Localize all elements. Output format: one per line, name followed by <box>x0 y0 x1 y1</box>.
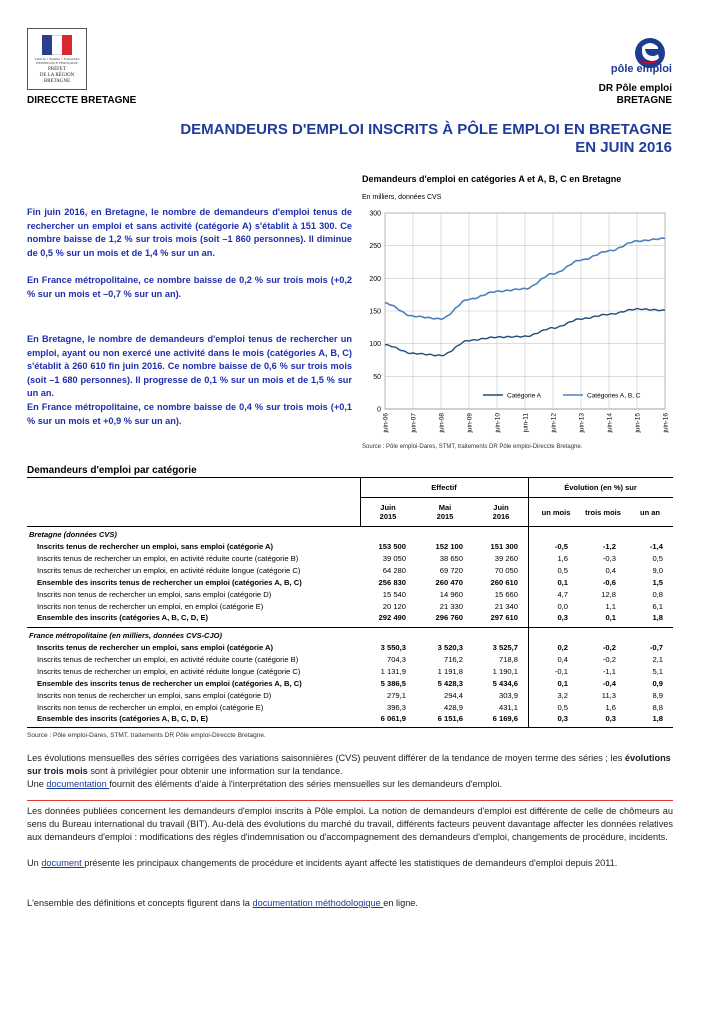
page-title: DEMANDEURS D'EMPLOI INSCRITS À PÔLE EMPLOI EN BRETAGNE <box>180 121 672 138</box>
evolution-cell: 8,9 <box>652 690 663 700</box>
x-tick-label: juin-16 <box>662 413 670 433</box>
dr-pole-emploi-label: DR Pôle emploi <box>598 83 672 94</box>
effectif-cell: 21 340 <box>494 601 518 611</box>
effectif-cell: 15 660 <box>494 589 518 599</box>
effectif-cell: 151 300 <box>490 542 518 551</box>
evolution-cell: 0,4 <box>605 565 616 575</box>
effectif-cell: 297 610 <box>490 613 518 623</box>
evolution-header: Évolution (en %) sur <box>564 483 637 492</box>
table-row <box>0 655 725 667</box>
table-title: Demandeurs d'emploi par catégorie <box>27 465 197 476</box>
effectif-cell: 303,9 <box>498 690 518 700</box>
evolution-cell: 0,1 <box>557 678 568 688</box>
evolution-cell: -0,2 <box>602 654 616 664</box>
prefet-logo <box>27 28 87 90</box>
y-tick-label: 300 <box>369 210 381 218</box>
effectif-cell: 5 428,3 <box>437 678 463 688</box>
french-flag-icon <box>42 35 72 55</box>
table-row <box>0 667 725 679</box>
y-tick-label: 100 <box>369 341 381 349</box>
row-label: Inscrits non tenus de rechercher un emploi, en emploi (catégorie E) <box>37 702 264 712</box>
evolution-cell: 0,8 <box>652 589 663 599</box>
methodology-link[interactable]: documentation méthodologique <box>252 898 384 908</box>
data-note: Les données publiées concernent les demandeurs d'emploi inscrits à Pôle emploi. La notion de demandeurs d'emploi est différente de celle de chômeurs au sens du Bureau international du travail (BIT). Au-delà des évolutions du marché du travail, différents facteurs peuvent davantage affecter les données relatives aux demandeurs d'emploi : modifications des règles d'indemnisation ou d'accompagnement des demandeurs d'emploi, changements de procédure, incidents. <box>27 806 673 842</box>
table-row <box>0 566 725 578</box>
evolution-cell: 8,8 <box>652 702 663 712</box>
header-bottom-rule <box>27 526 673 527</box>
dr-bretagne-label: BRETAGNE <box>616 95 672 106</box>
direccte-label: DIRECCTE BRETAGNE <box>27 95 137 106</box>
evolution-cell: 0,5 <box>557 702 568 712</box>
col-juin-2015: Juin 2015 <box>379 503 397 521</box>
effectif-cell: 21 330 <box>439 601 463 611</box>
effectif-cell: 15 540 <box>382 589 406 599</box>
evolution-cell: 1,5 <box>652 577 663 587</box>
effectif-cell: 153 500 <box>378 542 406 551</box>
evolution-cell: -1,2 <box>602 542 616 551</box>
evolution-cell: 0,0 <box>557 601 568 611</box>
effectif-cell: 20 120 <box>382 601 406 611</box>
red-divider <box>27 800 673 801</box>
row-label: Inscrits non tenus de rechercher un emploi, en emploi (catégorie E) <box>37 601 264 611</box>
effectif-cell: 704,3 <box>386 654 406 664</box>
row-label: Ensemble des inscrits tenus de rechercher un emploi (catégories A, B, C) <box>37 577 302 587</box>
effectif-cell: 1 191,8 <box>437 666 463 676</box>
effectif-cell: 5 386,5 <box>380 678 406 688</box>
chart-title: Demandeurs d'emploi en catégories A et A, B, C en Bretagne <box>362 174 622 184</box>
evolution-cell: 1,8 <box>652 613 663 623</box>
document-link[interactable]: document <box>41 858 85 868</box>
page-title-date: EN JUIN 2016 <box>575 139 672 156</box>
section-france: France métropolitaine (en milliers, données CVS-CJO) <box>29 631 222 640</box>
row-label: Ensemble des inscrits (catégories A, B, C, D, E) <box>37 714 209 724</box>
row-label: Inscrits tenus de rechercher un emploi, en activité réduite longue (catégorie C) <box>37 565 301 575</box>
section-bretagne: Bretagne (données CVS) <box>29 530 117 539</box>
row-label: Inscrits non tenus de rechercher un emploi, sans emploi (catégorie D) <box>37 589 272 599</box>
evolution-cell: 9,0 <box>652 565 663 575</box>
evolution-cell: 0,4 <box>557 654 568 664</box>
evolution-cell: -0,1 <box>554 666 568 676</box>
effectif-cell: 279,1 <box>386 690 406 700</box>
evolution-cell: 0,3 <box>605 714 616 724</box>
x-tick-label: juin-11 <box>522 413 530 433</box>
table-row <box>0 542 725 554</box>
y-tick-label: 50 <box>373 373 381 381</box>
effectif-cell: 396,3 <box>386 702 406 712</box>
effectif-cell: 260 470 <box>435 577 463 587</box>
y-tick-label: 250 <box>369 243 381 251</box>
evolution-cell: 0,2 <box>557 643 568 652</box>
x-tick-label: juin-06 <box>382 413 390 433</box>
col-separator <box>360 477 361 526</box>
pole-emploi-name: pôle emploi <box>610 63 672 75</box>
evolution-cell: 0,9 <box>652 678 663 688</box>
evolution-cell: 11,3 <box>601 690 616 700</box>
table-source: Source : Pôle emploi-Dares, STMT, traitements DR Pôle emploi-Direccte Bretagne. <box>27 732 266 739</box>
x-tick-label: juin-10 <box>494 413 502 433</box>
effectif-header: Effectif <box>431 483 457 492</box>
effectif-cell: 39 260 <box>494 553 518 563</box>
effectif-cell: 718,8 <box>498 654 518 664</box>
table-row <box>0 613 725 625</box>
republic-motto: Liberté • Égalité • Fraternité RÉPUBLIQUE FRANÇAISE <box>34 57 80 65</box>
table-row <box>0 602 725 614</box>
col-un-mois: un mois <box>541 508 571 517</box>
evolution-cell: 0,1 <box>557 577 568 587</box>
y-tick-label: 200 <box>369 275 381 283</box>
definitions-note: L'ensemble des définitions et concepts figurent dans la documentation méthodologique en ligne. <box>27 898 418 908</box>
evolution-cell: 0,3 <box>557 613 568 623</box>
effectif-cell: 64 280 <box>382 565 406 575</box>
effectif-cell: 69 720 <box>439 565 463 575</box>
cvs-note: Les évolutions mensuelles des séries corrigées des variations saisonnières (CVS) peuvent différer de la tendance de moyen terme des séries ; les évolutions sur trois mois sont à privilégier pour obtenir une information sur la tendance. Une documentation fournit des éléments d'aide à l'interprétation des séries mensuelles sur les demandeurs d'emploi. <box>27 753 671 789</box>
table-row <box>0 703 725 715</box>
effectif-cell: 39 050 <box>382 553 406 563</box>
row-label: Ensemble des inscrits tenus de rechercher un emploi (catégories A, B, C) <box>37 678 302 688</box>
table-row <box>0 714 725 726</box>
effectif-cell: 152 100 <box>435 542 463 551</box>
x-tick-label: juin-09 <box>466 413 474 433</box>
evolution-cell: 2,1 <box>652 654 663 664</box>
effectif-cell: 3 520,3 <box>437 643 463 652</box>
effectif-cell: 428,9 <box>443 702 463 712</box>
evolution-cell: 0,5 <box>652 553 663 563</box>
effectif-cell: 292 490 <box>378 613 406 623</box>
row-label: Inscrits tenus de rechercher un emploi, en activité réduite longue (catégorie C) <box>37 666 301 676</box>
evolution-cell: 1,8 <box>652 714 663 724</box>
table-row <box>0 679 725 691</box>
x-tick-label: juin-14 <box>606 413 614 433</box>
evolution-cell: 3,2 <box>557 690 568 700</box>
evolution-cell: -1,4 <box>649 542 663 551</box>
chart-source: Source : Pôle emploi-Dares, STMT, traitements DR Pôle emploi-Direccte Bretagne. <box>362 444 583 450</box>
col-un-an: un an <box>640 508 660 517</box>
table-bottom-rule <box>27 727 673 728</box>
table-row <box>0 554 725 566</box>
effectif-cell: 38 650 <box>439 553 463 563</box>
effectif-cell: 3 525,7 <box>492 643 518 652</box>
effectif-cell: 431,1 <box>498 702 518 712</box>
row-label: Ensemble des inscrits (catégories A, B, C, D, E) <box>37 613 209 623</box>
effectif-cell: 260 610 <box>490 577 518 587</box>
evolution-cell: 1,6 <box>605 702 616 712</box>
evolution-cell: 4,7 <box>557 589 568 599</box>
effectif-cell: 6 151,6 <box>437 714 463 724</box>
effectif-cell: 256 830 <box>378 577 406 587</box>
table-row <box>0 643 725 655</box>
y-tick-label: 150 <box>369 308 381 316</box>
evolution-cell: -0,2 <box>602 643 616 652</box>
effectif-cell: 70 050 <box>494 565 518 575</box>
table-top-rule <box>27 477 673 478</box>
effectif-cell: 296 760 <box>435 613 463 623</box>
intro-cat-abc-bretagne: En Bretagne, le nombre de demandeurs d'emploi tenus de rechercher un emploi, ayant ou non exercé une activité dans le mois (catégories A, B, C) s'établit à 260 610 fin juin 2016. Ce nombre baisse de 0,6 % sur trois mois (soit –1 680 personnes). Il progresse de 0,1 % sur un mois et de 1,5 % sur un an. <box>27 334 352 399</box>
effectif-cell: 6 061,9 <box>380 714 406 724</box>
section-rule <box>27 627 673 628</box>
intro-cat-a-france: En France métropolitaine, ce nombre baisse de 0,2 % sur trois mois (+0,2 % sur un mois et –0,7 % sur un an). <box>27 275 352 299</box>
evolution-cell: 5,1 <box>652 666 663 676</box>
chart-subtitle: En milliers, données CVS <box>362 194 442 201</box>
x-tick-label: juin-15 <box>634 413 642 433</box>
evolution-cell: 6,1 <box>652 601 663 611</box>
effectif-cell: 6 169,6 <box>492 714 518 724</box>
effectif-cell: 14 960 <box>439 589 463 599</box>
evolution-cell: 0,1 <box>605 613 616 623</box>
effectif-cell: 3 550,3 <box>380 643 406 652</box>
effectif-cell: 716,2 <box>443 654 463 664</box>
header-divider <box>360 497 673 498</box>
effectif-cell: 1 131,9 <box>380 666 406 676</box>
document-note: Un document présente les principaux changements de procédure et incidents ayant affecté les statistiques de demandeurs d'emploi depuis 2011. <box>27 858 618 868</box>
effectif-cell: 1 190,1 <box>492 666 518 676</box>
evolution-cell: -0,6 <box>602 577 616 587</box>
evolution-cell: 0,3 <box>557 714 568 724</box>
effectif-cell: 5 434,6 <box>492 678 518 688</box>
row-label: Inscrits non tenus de rechercher un emploi, sans emploi (catégorie D) <box>37 690 272 700</box>
effectif-cell: 294,4 <box>443 690 463 700</box>
x-tick-label: juin-07 <box>410 413 418 433</box>
col-trois-mois: trois mois <box>585 508 621 517</box>
legend-label: Catégories A, B, C <box>587 392 641 400</box>
y-tick-label: 0 <box>377 406 381 414</box>
table-row <box>0 590 725 602</box>
documentation-link[interactable]: documentation <box>46 779 110 789</box>
line-chart <box>355 204 673 442</box>
col-juin-2016: Juin 2016 <box>492 503 510 521</box>
evolution-cell: -0,3 <box>602 553 616 563</box>
intro-cat-a-bretagne: Fin juin 2016, en Bretagne, le nombre de demandeurs d'emploi tenus de rechercher un emploi et sans activité (catégorie A) s'établit à 151 300. Ce nombre baisse de 1,2 % sur trois mois (soit –1 860 personnes). Il diminue de 0,5 % sur un mois et de 1,4 % sur un an. <box>27 207 352 258</box>
evolution-cell: -0,4 <box>602 678 616 688</box>
evolution-cell: 0,5 <box>557 565 568 575</box>
evolution-cell: 1,6 <box>557 553 568 563</box>
table-row <box>0 578 725 590</box>
x-tick-label: juin-12 <box>550 413 558 433</box>
evolution-cell: -0,7 <box>649 643 663 652</box>
col-mai-2015: Mai 2015 <box>436 503 454 521</box>
legend-label: Catégorie A <box>507 392 541 400</box>
row-label: Inscrits tenus de rechercher un emploi, sans emploi (catégorie A) <box>37 542 274 551</box>
evolution-cell: 12,8 <box>601 589 616 599</box>
evolution-cell: -0,5 <box>554 542 568 551</box>
intro-cat-abc-france: En France métropolitaine, ce nombre baisse de 0,4 % sur trois mois (+0,1 % sur un mois et +0,9 % sur un an). <box>27 402 352 426</box>
x-tick-label: juin-13 <box>578 413 586 433</box>
evolution-cell: -1,1 <box>602 666 616 676</box>
prefet-label: PRÉFET DE LA RÉGION BRETAGNE <box>39 67 75 84</box>
row-label: Inscrits tenus de rechercher un emploi, en activité réduite courte (catégorie B) <box>37 553 299 563</box>
x-tick-label: juin-08 <box>438 413 446 433</box>
evolution-cell: 1,1 <box>605 601 616 611</box>
row-label: Inscrits tenus de rechercher un emploi, sans emploi (catégorie A) <box>37 643 274 652</box>
table-row <box>0 691 725 703</box>
row-label: Inscrits tenus de rechercher un emploi, en activité réduite courte (catégorie B) <box>37 654 299 664</box>
